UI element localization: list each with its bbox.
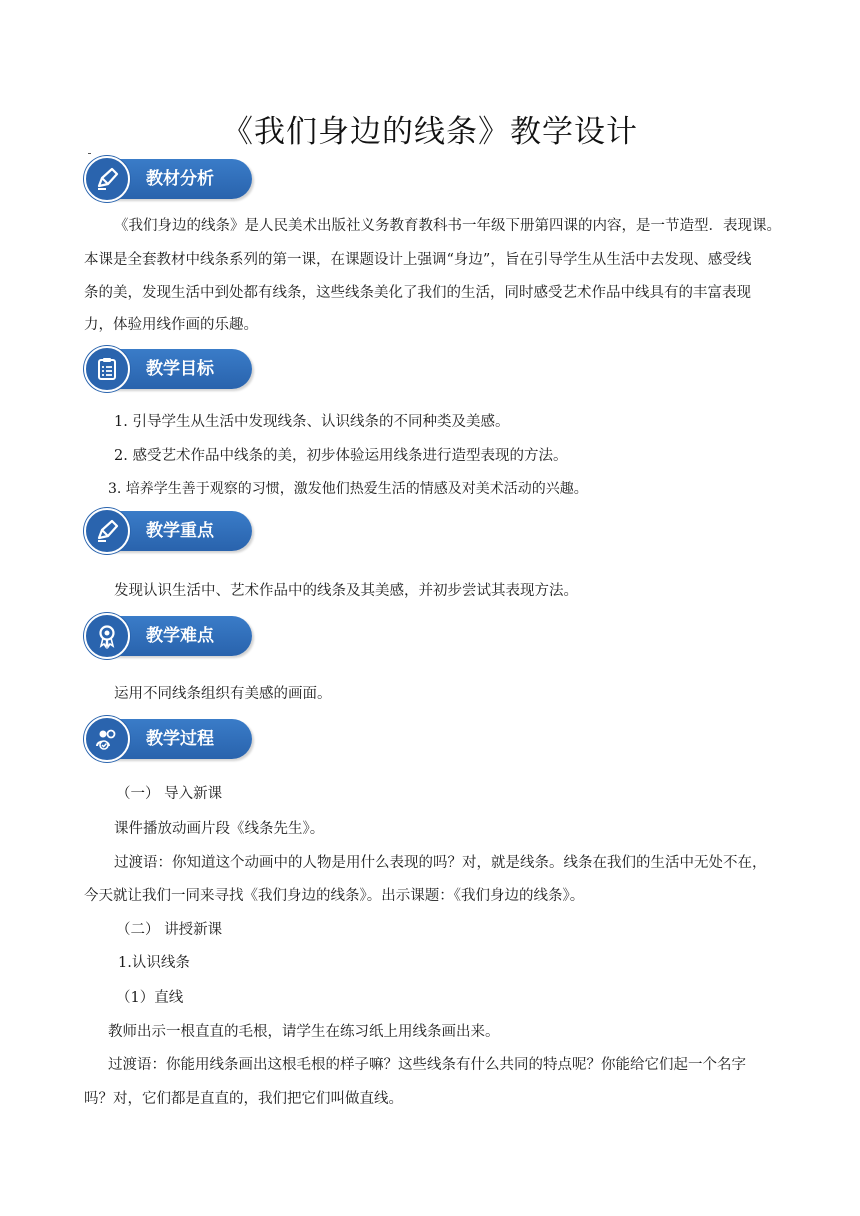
section-heading: 教学过程: [146, 729, 214, 749]
process-sub1-1-line2b: 吗？对，它们都是直直的，我们把它们叫做直线。: [84, 1091, 403, 1107]
process-sub1-1-line2a: 过渡语：你能用线条画出这根毛根的样子嘛？这些线条有什么共同的特点呢？你能给它们起一个名字: [108, 1057, 746, 1073]
margin-mark: [88, 153, 91, 154]
analysis-line-3: 条的美，发现生活中到处都有线条，这些线条美化了我们的生活，同时感受艺术作品中线具有的丰富表现: [84, 285, 751, 301]
process-sub1: 1.认识线条: [118, 955, 190, 971]
difficulties-text: 运用不同线条组织有美感的画面。: [114, 686, 332, 702]
process-part1-heading: （一） 导入新课: [116, 786, 223, 802]
goal-item-1: 1. 引导学生从生活中发现线条、认识线条的不同种类及美感。: [114, 414, 510, 430]
section-heading: 教学重点: [146, 521, 214, 541]
section-banner-key-points: [84, 508, 254, 554]
section-banner-difficulties: [84, 613, 254, 659]
pencil-icon: [84, 156, 130, 202]
key-points-text: 发现认识生活中、艺术作品中的线条及其美感，并初步尝试其表现方法。: [114, 583, 578, 599]
analysis-line-4: 力，体验用线作画的乐趣。: [84, 317, 258, 333]
process-part1-line2b: 今天就让我们一同来寻找《我们身边的线条》。出示课题：《我们身边的线条》。: [84, 888, 585, 904]
analysis-line-1: 《我们身边的线条》是人民美术出版社义务教育教科书一年级下册第四课的内容，是一节造型．表现课。: [114, 218, 781, 234]
clipboard-icon: [84, 346, 130, 392]
goal-item-2: 2. 感受艺术作品中线条的美，初步体验运用线条进行造型表现的方法。: [114, 448, 568, 464]
section-heading: 教学目标: [146, 359, 214, 379]
process-part2-heading: （二） 讲授新课: [116, 922, 223, 938]
goal-item-3: 3. 培养学生善于观察的习惯，激发他们热爱生活的情感及对美术活动的兴趣。: [108, 481, 588, 497]
section-banner-process: [84, 716, 254, 762]
process-part1-line2a: 过渡语：你知道这个动画中的人物是用什么表现的吗？对，就是线条。线条在我们的生活中无处不在，: [114, 855, 767, 871]
analysis-line-2: 本课是全套教材中线条系列的第一课，在课题设计上强调“身边”，旨在引导学生从生活中去发现、感受线: [84, 252, 752, 268]
process-sub1-1: （1）直线: [116, 990, 184, 1006]
page-title: 《我们身边的线条》教学设计: [222, 114, 638, 150]
section-banner-analysis: [84, 156, 254, 202]
award-ribbon-icon: [84, 613, 130, 659]
section-heading: 教学难点: [146, 626, 214, 646]
process-part1-line1: 课件播放动画片段《线条先生》。: [114, 821, 325, 837]
section-heading: 教材分析: [146, 169, 214, 189]
people-icon: [84, 716, 130, 762]
section-banner-goals: [84, 346, 254, 392]
pencil-icon: [84, 508, 130, 554]
process-sub1-1-line1: 教师出示一根直直的毛根，请学生在练习纸上用线条画出来。: [108, 1024, 500, 1040]
